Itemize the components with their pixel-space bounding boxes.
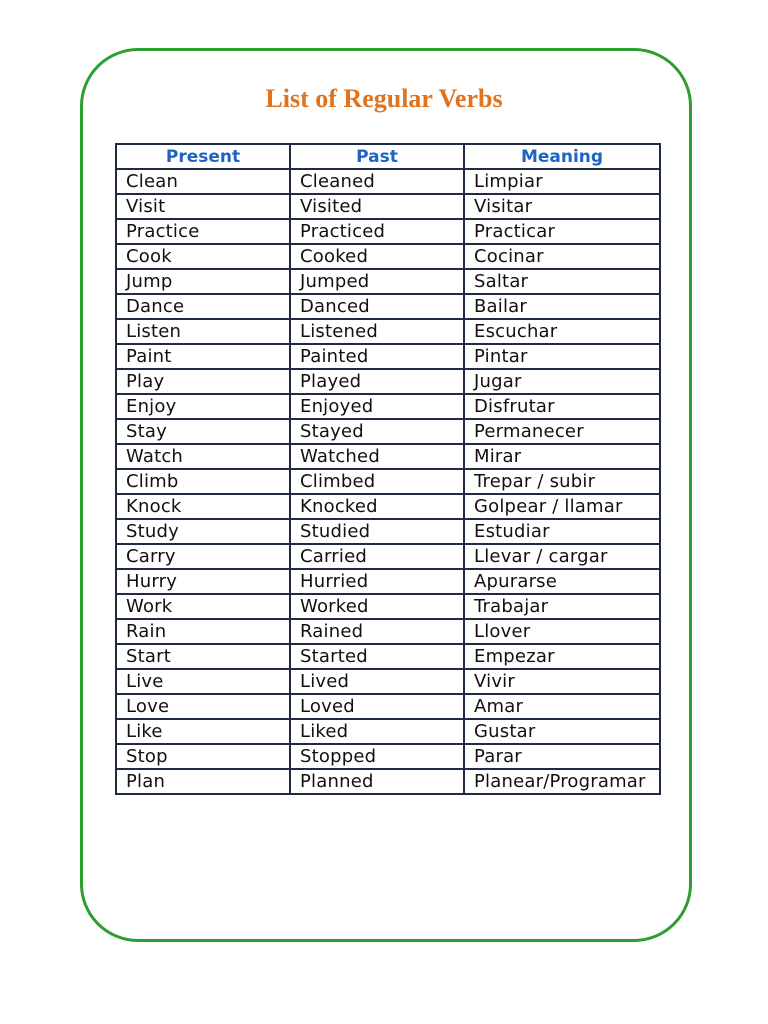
past-cell: Planned [290, 769, 464, 794]
table-row [116, 594, 660, 619]
meaning-cell: Practicar [464, 219, 660, 244]
meaning-cell: Jugar [464, 369, 660, 394]
past-cell: Danced [290, 294, 464, 319]
present-cell: Plan [116, 769, 290, 794]
table-row [116, 194, 660, 219]
meaning-cell: Gustar [464, 719, 660, 744]
past-cell: Carried [290, 544, 464, 569]
table-row [116, 694, 660, 719]
table-row [116, 719, 660, 744]
present-cell: Work [116, 594, 290, 619]
meaning-cell: Escuchar [464, 319, 660, 344]
meaning-cell: Amar [464, 694, 660, 719]
past-cell: Cleaned [290, 169, 464, 194]
table-row [116, 394, 660, 419]
present-cell: Study [116, 519, 290, 544]
present-cell: Jump [116, 269, 290, 294]
past-cell: Cooked [290, 244, 464, 269]
past-cell: Stopped [290, 744, 464, 769]
past-cell: Started [290, 644, 464, 669]
meaning-cell: Golpear / llamar [464, 494, 660, 519]
present-cell: Hurry [116, 569, 290, 594]
meaning-cell: Estudiar [464, 519, 660, 544]
present-cell: Stay [116, 419, 290, 444]
past-cell: Practiced [290, 219, 464, 244]
meaning-cell: Cocinar [464, 244, 660, 269]
present-cell: Carry [116, 544, 290, 569]
meaning-cell: Llevar / cargar [464, 544, 660, 569]
meaning-cell: Planear/Programar [464, 769, 660, 794]
present-cell: Watch [116, 444, 290, 469]
present-cell: Like [116, 719, 290, 744]
present-cell: Practice [116, 219, 290, 244]
past-cell: Stayed [290, 419, 464, 444]
meaning-cell: Llover [464, 619, 660, 644]
past-cell: Knocked [290, 494, 464, 519]
past-cell: Played [290, 369, 464, 394]
table-body [116, 169, 660, 794]
past-cell: Visited [290, 194, 464, 219]
meaning-cell: Trabajar [464, 594, 660, 619]
present-cell: Climb [116, 469, 290, 494]
table-row [116, 744, 660, 769]
page-title: List of Regular Verbs [265, 84, 503, 113]
table-row [116, 319, 660, 344]
present-cell: Clean [116, 169, 290, 194]
present-cell: Play [116, 369, 290, 394]
meaning-cell: Empezar [464, 644, 660, 669]
verbs-table [115, 143, 661, 795]
meaning-cell: Bailar [464, 294, 660, 319]
present-cell: Visit [116, 194, 290, 219]
meaning-cell: Visitar [464, 194, 660, 219]
past-cell: Jumped [290, 269, 464, 294]
table-row [116, 619, 660, 644]
table-row [116, 294, 660, 319]
past-cell: Liked [290, 719, 464, 744]
table-row [116, 269, 660, 294]
past-cell: Painted [290, 344, 464, 369]
past-cell: Enjoyed [290, 394, 464, 419]
table-row [116, 369, 660, 394]
table-row [116, 244, 660, 269]
past-cell: Watched [290, 444, 464, 469]
table-row [116, 419, 660, 444]
meaning-cell: Pintar [464, 344, 660, 369]
table-row [116, 769, 660, 794]
table-row [116, 169, 660, 194]
past-cell: Rained [290, 619, 464, 644]
header-row [116, 144, 660, 169]
meaning-cell: Limpiar [464, 169, 660, 194]
present-cell: Paint [116, 344, 290, 369]
past-cell: Worked [290, 594, 464, 619]
meaning-cell: Parar [464, 744, 660, 769]
past-cell: Loved [290, 694, 464, 719]
meaning-cell: Mirar [464, 444, 660, 469]
past-cell: Hurried [290, 569, 464, 594]
past-cell: Climbed [290, 469, 464, 494]
past-cell: Lived [290, 669, 464, 694]
present-cell: Enjoy [116, 394, 290, 419]
table-row [116, 494, 660, 519]
table-row [116, 344, 660, 369]
table-header [116, 144, 660, 169]
meaning-cell: Disfrutar [464, 394, 660, 419]
table-row [116, 669, 660, 694]
meaning-cell: Saltar [464, 269, 660, 294]
present-cell: Love [116, 694, 290, 719]
table-row [116, 644, 660, 669]
meaning-cell: Trepar / subir [464, 469, 660, 494]
present-cell: Rain [116, 619, 290, 644]
table-row [116, 444, 660, 469]
past-cell: Studied [290, 519, 464, 544]
past-cell: Listened [290, 319, 464, 344]
table-row [116, 519, 660, 544]
meaning-cell: Permanecer [464, 419, 660, 444]
present-cell: Listen [116, 319, 290, 344]
table-row [116, 544, 660, 569]
header-past: Past [290, 144, 464, 169]
table-row [116, 569, 660, 594]
header-present: Present [116, 144, 290, 169]
present-cell: Live [116, 669, 290, 694]
table-row [116, 469, 660, 494]
present-cell: Dance [116, 294, 290, 319]
present-cell: Knock [116, 494, 290, 519]
present-cell: Start [116, 644, 290, 669]
present-cell: Cook [116, 244, 290, 269]
present-cell: Stop [116, 744, 290, 769]
meaning-cell: Vivir [464, 669, 660, 694]
meaning-cell: Apurarse [464, 569, 660, 594]
table-row [116, 219, 660, 244]
header-meaning: Meaning [464, 144, 660, 169]
